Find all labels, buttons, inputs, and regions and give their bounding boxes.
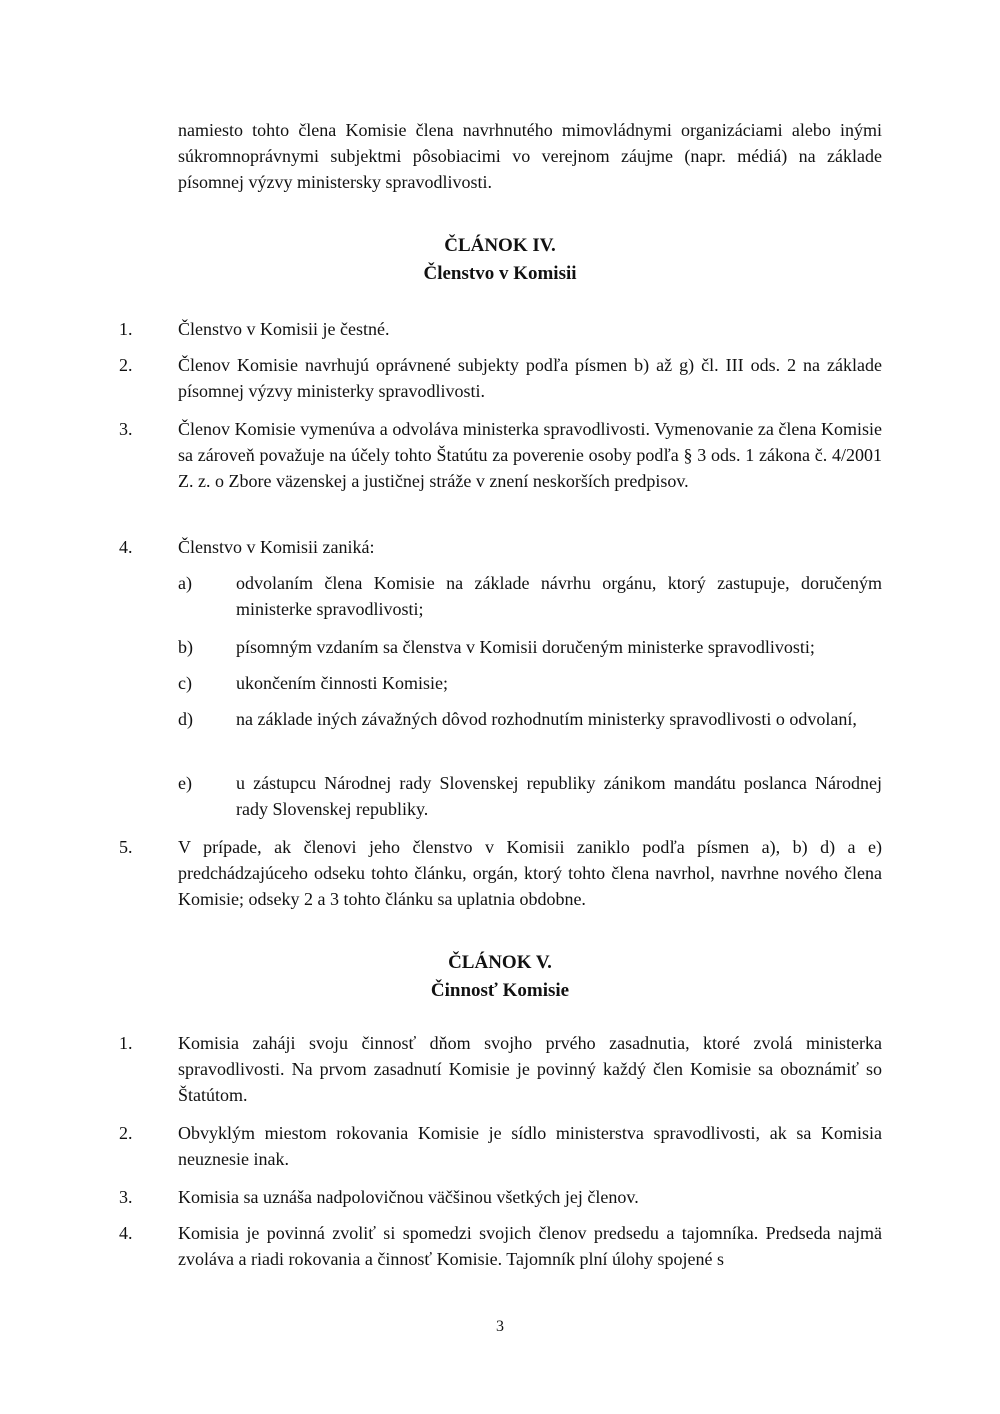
item-text: Komisia zaháji svoju činnosť dňom svojho prvého zasadnutia, ktoré zvolá ministerka spravodlivosti. Na prvom zasadnutí Komisie je povinný každý člen Komisie sa oboznámiť so Štatútom. — [178, 1033, 882, 1105]
item-text: Členov Komisie vymenúva a odvoláva ministerka spravodlivosti. Vymenovanie za člena Komisie sa zároveň považuje na účely tohto Štatútu za poverenie osoby podľa § 3 ods. 1 zákona č. 4/2001 Z. z. o Zbore väzenskej a justičnej stráže v znení neskorších predpisov. — [178, 419, 882, 491]
item-text: Členstvo v Komisii zaniká: — [178, 537, 375, 557]
subitem-label: d) — [178, 709, 193, 729]
subitem-label: a) — [178, 573, 192, 593]
item-number: 4. — [119, 537, 133, 557]
subitem-text: u zástupcu Národnej rady Slovenskej republiky zánikom mandátu poslanca Národnej rady Slovenskej republiky. — [236, 773, 882, 819]
article-5-subtitle: Činnosť Komisie — [430, 980, 570, 1001]
item-number: 5. — [119, 837, 133, 857]
item-text: V prípade, ak členovi jeho členstvo v Komisii zaniklo podľa písmen a), b) d) a e) predchádzajúceho odseku tohto článku, orgán, ktorý tohto člena navrhol, navrhne nového člena Komisie; odseky 2 a 3 tohto článku sa uplatnia obdobne. — [178, 837, 882, 909]
item-number: 1. — [119, 1033, 133, 1053]
item-text: Členov Komisie navrhujú oprávnené subjekty podľa písmen b) až g) čl. III ods. 2 na základe písomnej výzvy ministerky spravodlivosti. — [178, 355, 882, 401]
item-text: Komisia sa uznáša nadpolovičnou väčšinou všetkých jej členov. — [178, 1187, 639, 1207]
page-number: 3 — [496, 1318, 504, 1335]
item-number: 2. — [119, 355, 133, 375]
subitem-text: písomným vzdaním sa členstva v Komisii doručeným ministerke spravodlivosti; — [236, 637, 815, 657]
article-5-title: ČLÁNOK V. — [448, 952, 552, 973]
subitem-text: na základe iných závažných dôvod rozhodnutím ministerky spravodlivosti o odvolaní, — [236, 709, 857, 729]
item-number: 3. — [119, 419, 133, 439]
item-text: Komisia je povinná zvoliť si spomedzi svojich členov predsedu a tajomníka. Predseda najmä zvoláva a riadi rokovania a činnosť Komisie. Tajomník plní úlohy spojené s — [178, 1223, 882, 1269]
subitem-text: ukončením činnosti Komisie; — [236, 673, 448, 693]
article-4-title: ČLÁNOK IV. — [444, 235, 556, 256]
item-number: 1. — [119, 319, 133, 339]
item-number: 3. — [119, 1187, 133, 1207]
item-text: Členstvo v Komisii je čestné. — [178, 319, 390, 339]
subitem-label: b) — [178, 637, 193, 657]
subitem-text: odvolaním člena Komisie na základe návrhu orgánu, ktorý zastupuje, doručeným ministerke spravodlivosti; — [236, 573, 882, 619]
item-number: 4. — [119, 1223, 133, 1243]
item-text: Obvyklým miestom rokovania Komisie je sídlo ministerstva spravodlivosti, ak sa Komisia neuznesie inak. — [178, 1123, 882, 1169]
item-number: 2. — [119, 1123, 133, 1143]
subitem-label: c) — [178, 673, 192, 693]
subitem-label: e) — [178, 773, 192, 793]
article-4-subtitle: Členstvo v Komisii — [423, 263, 577, 284]
intro-paragraph: namiesto tohto člena Komisie člena navrhnutého mimovládnymi organizáciami alebo inými súkromnoprávnymi subjektmi pôsobiacimi vo verejnom záujme (napr. médiá) na základe písomnej výzvy ministersky spravodlivosti. — [178, 120, 882, 192]
